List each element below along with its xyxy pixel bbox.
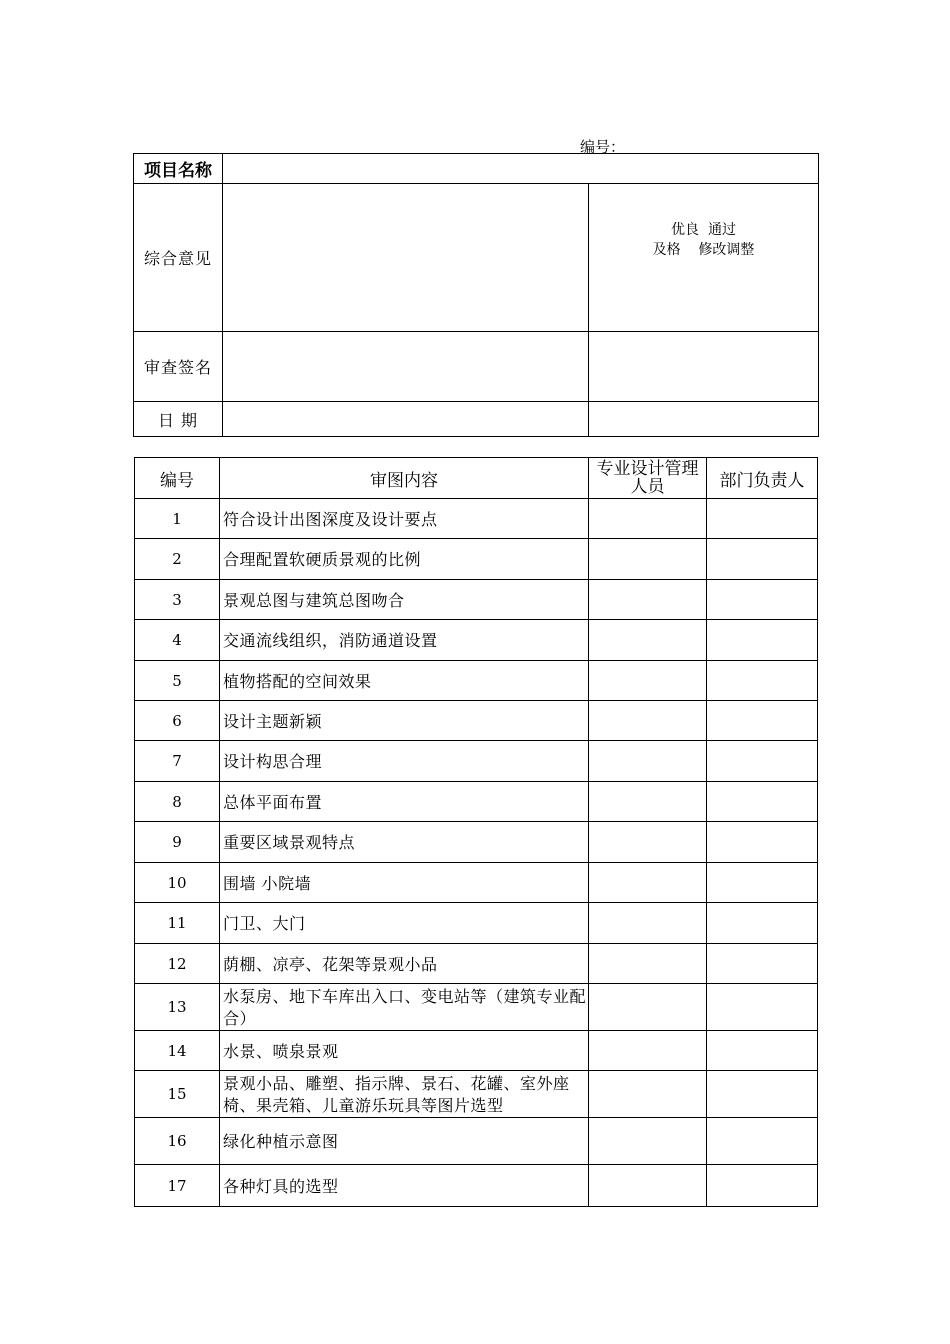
dept-head-check-cell[interactable] (707, 741, 818, 782)
rating-line-2: 及格 修改调整 (652, 242, 755, 258)
row-number: 6 (135, 701, 220, 741)
header-number: 编号 (135, 458, 220, 499)
signature-field[interactable] (223, 332, 589, 402)
designer-check-cell[interactable] (589, 661, 707, 701)
designer-check-cell[interactable] (589, 580, 707, 620)
dept-head-check-cell[interactable] (707, 1118, 818, 1165)
table-row (135, 822, 818, 863)
date-label: 日 期 (134, 402, 223, 437)
designer-check-cell[interactable] (589, 863, 707, 903)
dept-head-check-cell[interactable] (707, 903, 818, 944)
signature-label: 审查签名 (134, 332, 223, 402)
row-number: 12 (135, 944, 220, 984)
dept-head-check-cell[interactable] (707, 1031, 818, 1071)
row-content: 交通流线组织，消防通道设置 (220, 620, 589, 661)
table-row (135, 903, 818, 944)
designer-check-cell[interactable] (589, 1165, 707, 1207)
row-content: 设计构思合理 (220, 741, 589, 782)
table-row (135, 539, 818, 580)
row-number: 5 (135, 661, 220, 701)
table-row (135, 1165, 818, 1207)
dept-head-check-cell[interactable] (707, 822, 818, 863)
table-row (135, 944, 818, 984)
review-table (134, 457, 818, 1207)
project-name-field[interactable] (223, 154, 819, 184)
header-content: 审图内容 (220, 458, 589, 499)
dept-head-check-cell[interactable] (707, 701, 818, 741)
row-content: 符合设计出图深度及设计要点 (220, 499, 589, 539)
row-content: 荫棚、凉亭、花架等景观小品 (220, 944, 589, 984)
row-content: 绿化种植示意图 (220, 1118, 589, 1165)
dept-head-check-cell[interactable] (707, 984, 818, 1031)
designer-check-cell[interactable] (589, 822, 707, 863)
designer-check-cell[interactable] (589, 944, 707, 984)
header-designer: 专业设计管理人员 (589, 458, 707, 499)
signature-field-2[interactable] (589, 332, 819, 402)
row-number: 15 (135, 1071, 220, 1118)
row-number: 10 (135, 863, 220, 903)
row-content: 设计主题新颖 (220, 701, 589, 741)
rating-options[interactable] (589, 184, 819, 332)
row-content: 植物搭配的空间效果 (220, 661, 589, 701)
table-row (135, 984, 818, 1031)
document-number-label: 编号： (580, 138, 626, 156)
designer-check-cell[interactable] (589, 903, 707, 944)
table-row (135, 863, 818, 903)
designer-check-cell[interactable] (589, 984, 707, 1031)
row-number: 2 (135, 539, 220, 580)
designer-check-cell[interactable] (589, 1071, 707, 1118)
project-name-label: 项目名称 (134, 154, 223, 184)
designer-check-cell[interactable] (589, 620, 707, 661)
table-row (135, 499, 818, 539)
designer-check-cell[interactable] (589, 782, 707, 822)
row-number: 8 (135, 782, 220, 822)
date-field[interactable] (223, 402, 589, 437)
row-number: 11 (135, 903, 220, 944)
row-number: 3 (135, 580, 220, 620)
table-row (135, 701, 818, 741)
table-row (135, 620, 818, 661)
dept-head-check-cell[interactable] (707, 539, 818, 580)
dept-head-check-cell[interactable] (707, 580, 818, 620)
dept-head-check-cell[interactable] (707, 863, 818, 903)
row-number: 17 (135, 1165, 220, 1207)
row-content: 水泵房、地下车库出入口、变电站等（建筑专业配合） (220, 984, 589, 1031)
table-row (135, 661, 818, 701)
opinion-field[interactable] (223, 184, 589, 332)
table-row (135, 1071, 818, 1118)
row-number: 13 (135, 984, 220, 1031)
row-content: 各种灯具的选型 (220, 1165, 589, 1207)
designer-check-cell[interactable] (589, 499, 707, 539)
row-content: 水景、喷泉景观 (220, 1031, 589, 1071)
designer-check-cell[interactable] (589, 741, 707, 782)
table-row (135, 1118, 818, 1165)
row-content: 围墙 小院墙 (220, 863, 589, 903)
row-number: 7 (135, 741, 220, 782)
table-row (135, 1031, 818, 1071)
dept-head-check-cell[interactable] (707, 620, 818, 661)
row-number: 9 (135, 822, 220, 863)
date-field-2[interactable] (589, 402, 819, 437)
row-number: 14 (135, 1031, 220, 1071)
row-number: 4 (135, 620, 220, 661)
row-number: 1 (135, 499, 220, 539)
dept-head-check-cell[interactable] (707, 782, 818, 822)
row-content: 景观总图与建筑总图吻合 (220, 580, 589, 620)
row-content: 门卫、大门 (220, 903, 589, 944)
designer-check-cell[interactable] (589, 1031, 707, 1071)
dept-head-check-cell[interactable] (707, 499, 818, 539)
dept-head-check-cell[interactable] (707, 661, 818, 701)
row-content: 总体平面布置 (220, 782, 589, 822)
header-dept-head: 部门负责人 (707, 458, 818, 499)
rating-line-1: 优良 通过 (671, 222, 736, 238)
designer-check-cell[interactable] (589, 1118, 707, 1165)
opinion-label: 综合意见 (134, 184, 223, 332)
row-content: 重要区域景观特点 (220, 822, 589, 863)
row-content: 景观小品、雕塑、指示牌、景石、花罐、室外座椅、果壳箱、儿童游乐玩具等图片选型 (220, 1071, 589, 1118)
table-row (135, 782, 818, 822)
designer-check-cell[interactable] (589, 539, 707, 580)
designer-check-cell[interactable] (589, 701, 707, 741)
summary-table (133, 153, 819, 437)
dept-head-check-cell[interactable] (707, 944, 818, 984)
table-row (135, 580, 818, 620)
row-number: 16 (135, 1118, 220, 1165)
table-row (135, 741, 818, 782)
row-content: 合理配置软硬质景观的比例 (220, 539, 589, 580)
dept-head-check-cell[interactable] (707, 1071, 818, 1118)
dept-head-check-cell[interactable] (707, 1165, 818, 1207)
